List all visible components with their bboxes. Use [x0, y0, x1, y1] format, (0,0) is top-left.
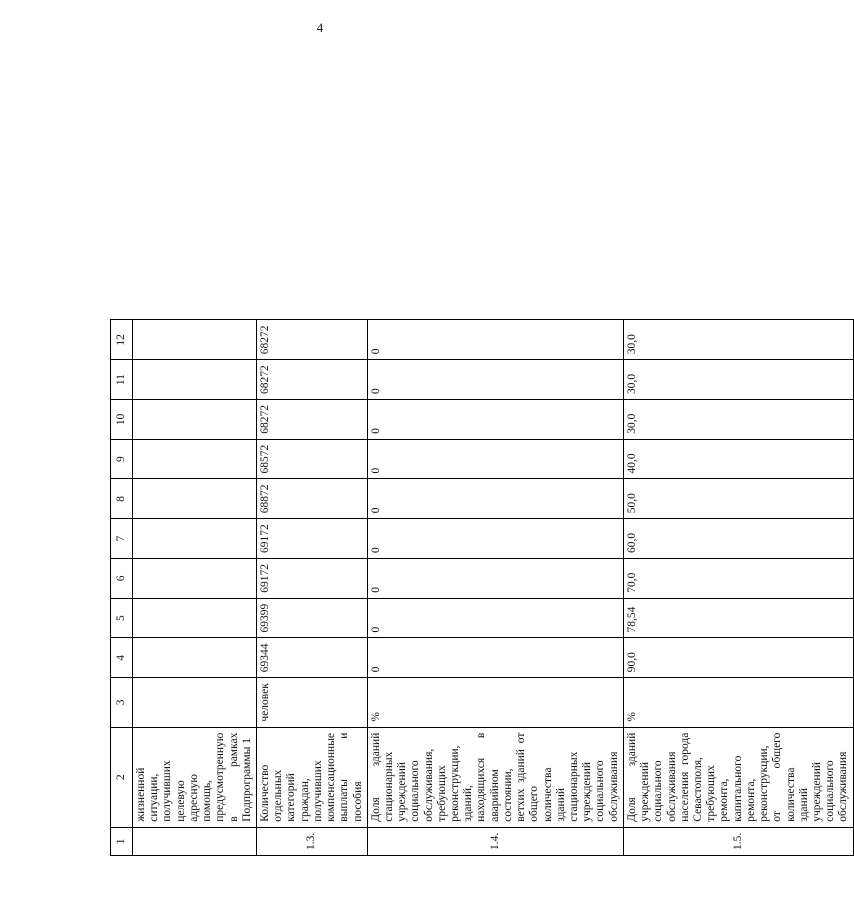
- table-row: [256, 320, 367, 856]
- value-cell: 0: [367, 598, 623, 638]
- header-cell: 12: [111, 320, 133, 360]
- table-row: [367, 320, 623, 856]
- value-cell: 68572: [256, 439, 367, 479]
- header-cell: 2: [111, 727, 133, 827]
- value-cell: 68872: [256, 479, 367, 519]
- description-text: жизненной ситуации, получивших целевую адресную помощь, предусмотренную в рамках Подпрограммы 1: [135, 732, 253, 822]
- header-cell: 8: [111, 479, 133, 519]
- header-cell: 4: [111, 638, 133, 678]
- value-cell: 30,0: [623, 360, 853, 400]
- value-cell: 60,0: [623, 519, 853, 559]
- rotated-table-container: [110, 319, 854, 856]
- value-cell: 68272: [256, 399, 367, 439]
- value-cell: 68272: [256, 360, 367, 400]
- value-cell: [133, 360, 257, 400]
- value-cell: 0: [367, 439, 623, 479]
- page-number: 4: [316, 20, 324, 35]
- value-cell: 0: [367, 360, 623, 400]
- header-cell: 3: [111, 678, 133, 727]
- unit-cell: %: [367, 678, 623, 727]
- value-cell: 40,0: [623, 439, 853, 479]
- value-cell: [133, 558, 257, 598]
- value-cell: 0: [367, 320, 623, 360]
- header-cell: 1: [111, 827, 133, 855]
- value-cell: 78,54: [623, 598, 853, 638]
- table-header-row: [111, 320, 133, 856]
- value-cell: 0: [367, 558, 623, 598]
- value-cell: 68272: [256, 320, 367, 360]
- value-cell: 0: [367, 479, 623, 519]
- header-cell: 5: [111, 598, 133, 638]
- row-number-cell: 1.3.: [256, 827, 367, 855]
- header-cell: 7: [111, 519, 133, 559]
- description-text: Доля зданий стационарных учреждений социального обслуживания, требующих реконструкции, зданий, находящихся в аварийном состоянии, ветхих зданий от общего количества зданий стационарных учреждений социального обслуживания: [369, 732, 620, 822]
- value-cell: 70,0: [623, 558, 853, 598]
- unit-cell: [133, 678, 257, 727]
- row-number-cell: 1.4.: [367, 827, 623, 855]
- value-cell: 30,0: [623, 320, 853, 360]
- value-cell: 69399: [256, 598, 367, 638]
- row-number-cell: [133, 827, 257, 855]
- indicator-description-cell: [623, 727, 853, 827]
- value-cell: [133, 439, 257, 479]
- indicators-table: [110, 319, 854, 856]
- header-cell: 9: [111, 439, 133, 479]
- value-cell: [133, 399, 257, 439]
- value-cell: 69344: [256, 638, 367, 678]
- indicator-description-cell: [133, 727, 257, 827]
- value-cell: [133, 519, 257, 559]
- value-cell: 0: [367, 638, 623, 678]
- value-cell: 69172: [256, 519, 367, 559]
- indicator-description-cell: [367, 727, 623, 827]
- value-cell: 0: [367, 519, 623, 559]
- value-cell: 30,0: [623, 399, 853, 439]
- value-cell: 50,0: [623, 479, 853, 519]
- table-row: [623, 320, 853, 856]
- value-cell: 0: [367, 399, 623, 439]
- description-text: Количество отдельных категорий граждан, получивших компенсационные выплаты и пособия: [258, 732, 364, 822]
- table-row: [133, 320, 257, 856]
- description-text: Доля зданий учреждений социального обслуживания населения города Севастополя, требующих ремонта, капитального ремонта, реконструкции, от общего количества зданий учреждений социального обслуживания: [625, 732, 850, 822]
- indicator-description-cell: [256, 727, 367, 827]
- value-cell: [133, 320, 257, 360]
- header-cell: 11: [111, 360, 133, 400]
- header-cell: 10: [111, 399, 133, 439]
- value-cell: 69172: [256, 558, 367, 598]
- unit-cell: %: [623, 678, 853, 727]
- header-cell: 6: [111, 558, 133, 598]
- unit-cell: человек: [256, 678, 367, 727]
- value-cell: 90,0: [623, 638, 853, 678]
- value-cell: [133, 598, 257, 638]
- value-cell: [133, 479, 257, 519]
- row-number-cell: 1.5.: [623, 827, 853, 855]
- value-cell: [133, 638, 257, 678]
